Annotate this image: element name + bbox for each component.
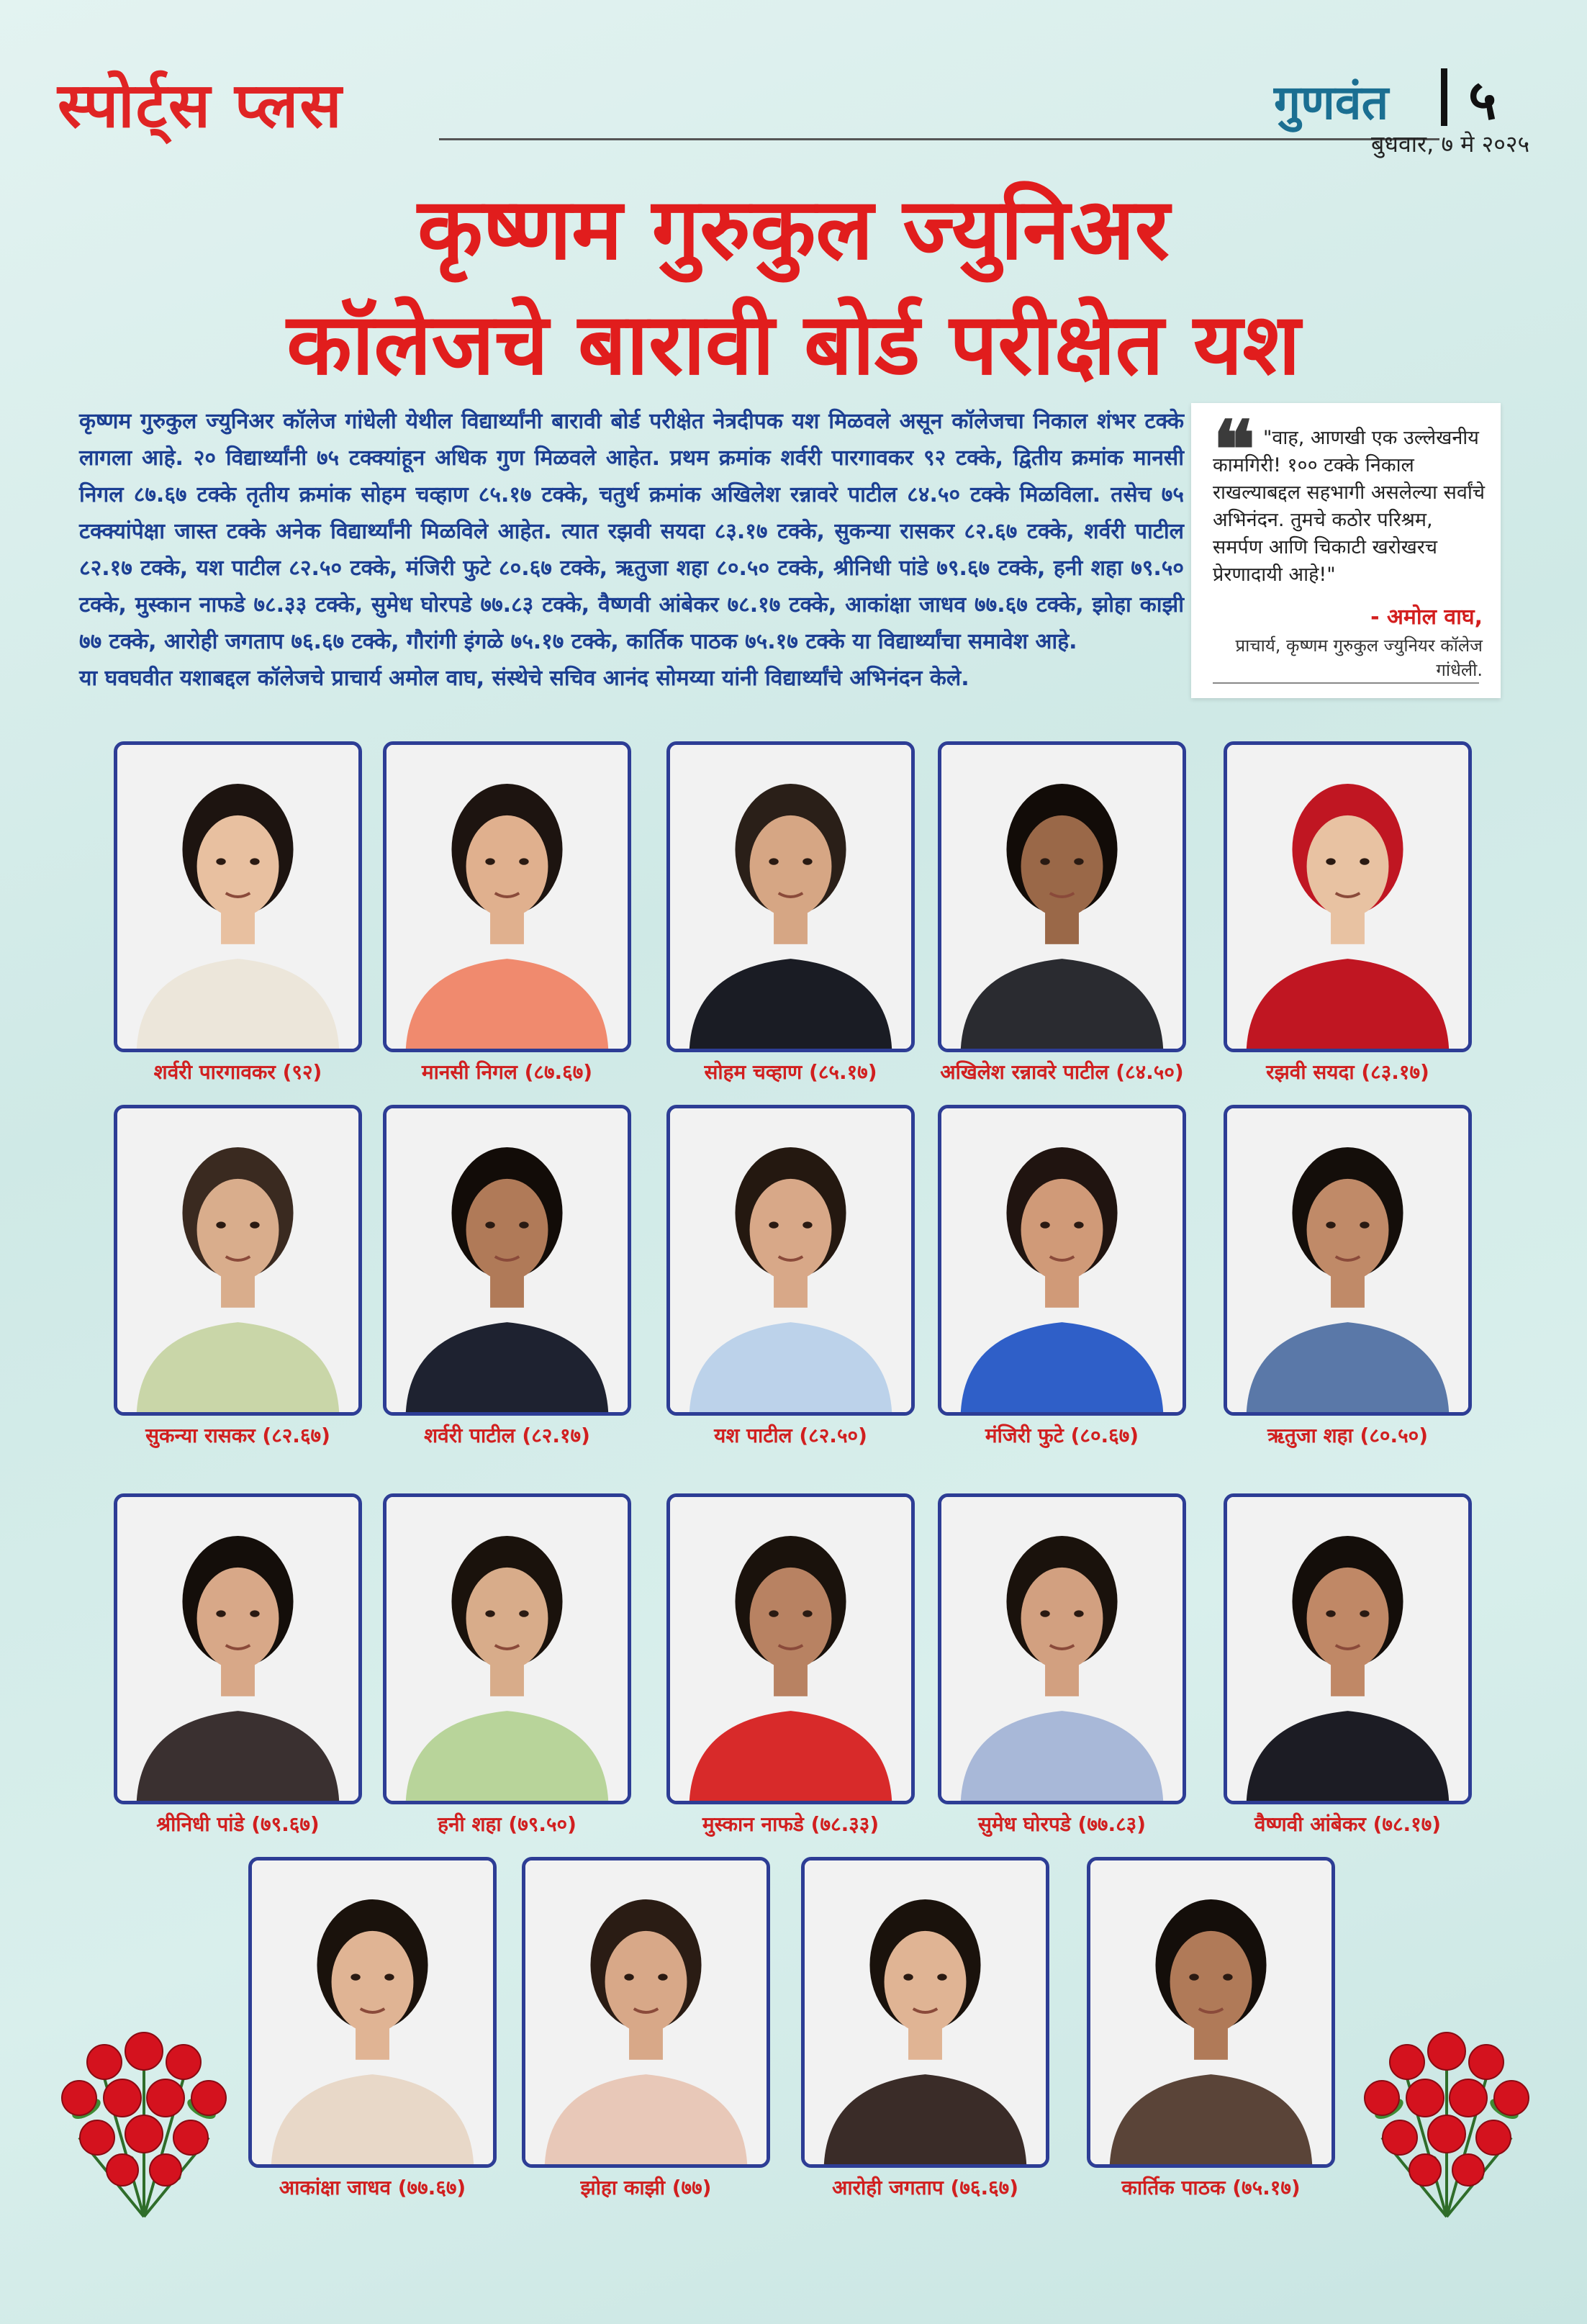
student-photo	[1087, 1857, 1335, 2168]
article-closing: या घवघवीत यशाबद्दल कॉलेजचे प्राचार्य अमोल वाघ, संस्थेचे सचिव आनंद सोमय्या यांनी विद्यार्थ्यांचे अभिनंदन केले.	[79, 666, 969, 691]
student-caption: आकांक्षा जाधव (७७.६७)	[279, 2176, 466, 2199]
student-card	[1224, 1493, 1472, 1848]
student-card	[383, 1105, 631, 1459]
student-card	[522, 1857, 770, 2211]
student-caption: शर्वरी पारगावकर (९२)	[153, 1060, 322, 1084]
quote-mark-icon: ❝	[1213, 403, 1256, 496]
student-photo	[938, 1493, 1186, 1804]
student-card	[114, 741, 362, 1095]
student-card	[666, 1493, 915, 1848]
student-card	[383, 741, 631, 1095]
student-card	[938, 741, 1186, 1095]
student-photo	[522, 1857, 770, 2168]
student-photo	[666, 1493, 915, 1804]
student-caption: मुस्कान नाफडे (७८.३३)	[702, 1812, 880, 1836]
article-body	[79, 403, 1184, 697]
quote-box	[1191, 403, 1501, 698]
student-photo	[938, 1105, 1186, 1416]
student-photo	[383, 1493, 631, 1804]
header-rule	[439, 138, 1439, 140]
student-caption: झोहा काझी (७७)	[580, 2176, 712, 2199]
student-card	[383, 1493, 631, 1848]
student-card	[1087, 1857, 1335, 2211]
issue-date: बुधवार, ७ मे २०२५	[1371, 130, 1530, 158]
section-divider	[1441, 68, 1447, 126]
student-photo	[938, 741, 1186, 1052]
headline-line-1: कृष्णम गुरुकुल ज्युनिअर	[417, 179, 1170, 279]
student-caption: सुमेध घोरपडे (७७.८३)	[978, 1812, 1146, 1836]
student-card	[1224, 741, 1472, 1095]
roses-right-icon	[1339, 2008, 1555, 2224]
headline-line-2: कॉलेजचे बारावी बोर्ड परीक्षेत यश	[286, 294, 1301, 394]
student-card	[666, 1105, 915, 1459]
student-card	[938, 1493, 1186, 1848]
student-photo	[114, 1105, 362, 1416]
quote-author: - अमोल वाघ,	[1370, 605, 1483, 630]
quote-author-role: प्राचार्य, कृष्णम गुरुकुल ज्युनियर कॉलेज गांधेली.	[1235, 636, 1483, 680]
student-caption: ऋतुजा शहा (८०.५०)	[1267, 1424, 1428, 1447]
student-photo	[666, 1105, 915, 1416]
student-photo	[114, 1493, 362, 1804]
quote-text: "वाह, आणखी एक उल्लेखनीय कामगिरी! १०० टक्के निकाल राखल्याबद्दल सहभागी असलेल्या सर्वांचे अभिनंदन. तुमचे कठोर परिश्रम, समर्पण आणि चिकाटी खरोखरच प्रेरणादायी आहे!"	[1213, 427, 1485, 586]
student-caption: वैष्णवी आंबेकर (७८.१७)	[1254, 1812, 1442, 1836]
student-caption: कार्तिक पाठक (७५.१७)	[1121, 2176, 1301, 2199]
student-photo	[666, 741, 915, 1052]
headline	[58, 171, 1529, 402]
student-caption: रझवी सयदा (८३.१७)	[1266, 1060, 1429, 1084]
quote-rule	[1213, 682, 1479, 684]
student-photo	[801, 1857, 1049, 2168]
masthead-title: स्पोर्ट्स प्लस	[58, 69, 343, 142]
student-caption: श्रीनिधी पांडे (७९.६७)	[156, 1812, 320, 1836]
student-photo	[1224, 741, 1472, 1052]
student-photo	[383, 741, 631, 1052]
section-name: गुणवंत	[1274, 75, 1389, 130]
student-photo	[383, 1105, 631, 1416]
student-caption: यश पाटील (८२.५०)	[714, 1424, 867, 1447]
student-card	[114, 1493, 362, 1848]
student-caption: मानसी निगल (८७.६७)	[421, 1060, 593, 1084]
student-caption: हनी शहा (७९.५०)	[438, 1812, 577, 1836]
student-caption: आरोही जगताप (७६.६७)	[831, 2176, 1019, 2199]
student-card	[248, 1857, 497, 2211]
student-card	[801, 1857, 1049, 2211]
student-card	[938, 1105, 1186, 1459]
student-caption: मंजिरी फुटे (८०.६७)	[985, 1424, 1139, 1447]
student-card	[114, 1105, 362, 1459]
student-caption: अखिलेश रन्नावरे पाटील (८४.५०)	[940, 1060, 1184, 1084]
student-photo	[1224, 1493, 1472, 1804]
page-number: ५	[1468, 68, 1497, 132]
student-photo	[248, 1857, 497, 2168]
student-photo	[114, 741, 362, 1052]
student-caption: शर्वरी पाटील (८२.१७)	[424, 1424, 590, 1447]
student-caption: सुकन्या रासकर (८२.६७)	[145, 1424, 330, 1447]
student-card	[666, 741, 915, 1095]
student-caption: सोहम चव्हाण (८५.१७)	[704, 1060, 877, 1084]
roses-left-icon	[36, 2008, 252, 2224]
student-photo	[1224, 1105, 1472, 1416]
article-paragraph: कृष्णम गुरुकुल ज्युनिअर कॉलेज गांधेली येथील विद्यार्थ्यांनी बारावी बोर्ड परीक्षेत नेत्रदीपक यश मिळवले असून कॉलेजचा निकाल शंभर टक्के लागला आहे. २० विद्यार्थ्यांनी ७५ टक्क्यांहून अधिक गुण मिळवले आहेत. प्रथम क्रमांक शर्वरी पारगावकर ९२ टक्के, द्वितीय क्रमांक मानसी निगल ८७.६७ टक्के तृतीय क्रमांक सोहम चव्हाण ८५.१७ टक्के, चतुर्थ क्रमांक अखिलेश रन्नावरे पाटील ८४.५० टक्के मिळविला. तसेच ७५ टक्क्यांपेक्षा जास्त टक्के अनेक विद्यार्थ्यांनी मिळविले आहेत. त्यात रझवी सयदा ८३.१७ टक्के, सुकन्या रासकर ८२.६७ टक्के, शर्वरी पाटील ८२.१७ टक्के, यश पाटील ८२.५० टक्के, मंजिरी फुटे ८०.६७ टक्के, ऋतुजा शहा ८०.५० टक्के, श्रीनिधी पांडे ७९.६७ टक्के, हनी शहा ७९.५० टक्के, मुस्कान नाफडे ७८.३३ टक्के, सुमेध घोरपडे ७७.८३ टक्के, वैष्णवी आंबेकर ७८.१७ टक्के, आकांक्षा जाधव ७७.६७ टक्के, झोहा काझी ७७ टक्के, आरोही जगताप ७६.६७ टक्के, गौरांगी इंगळे ७५.१७ टक्के, कार्तिक पाठक ७५.१७ टक्के या विद्यार्थ्यांचा समावेश आहे.	[79, 409, 1184, 654]
student-card	[1224, 1105, 1472, 1459]
